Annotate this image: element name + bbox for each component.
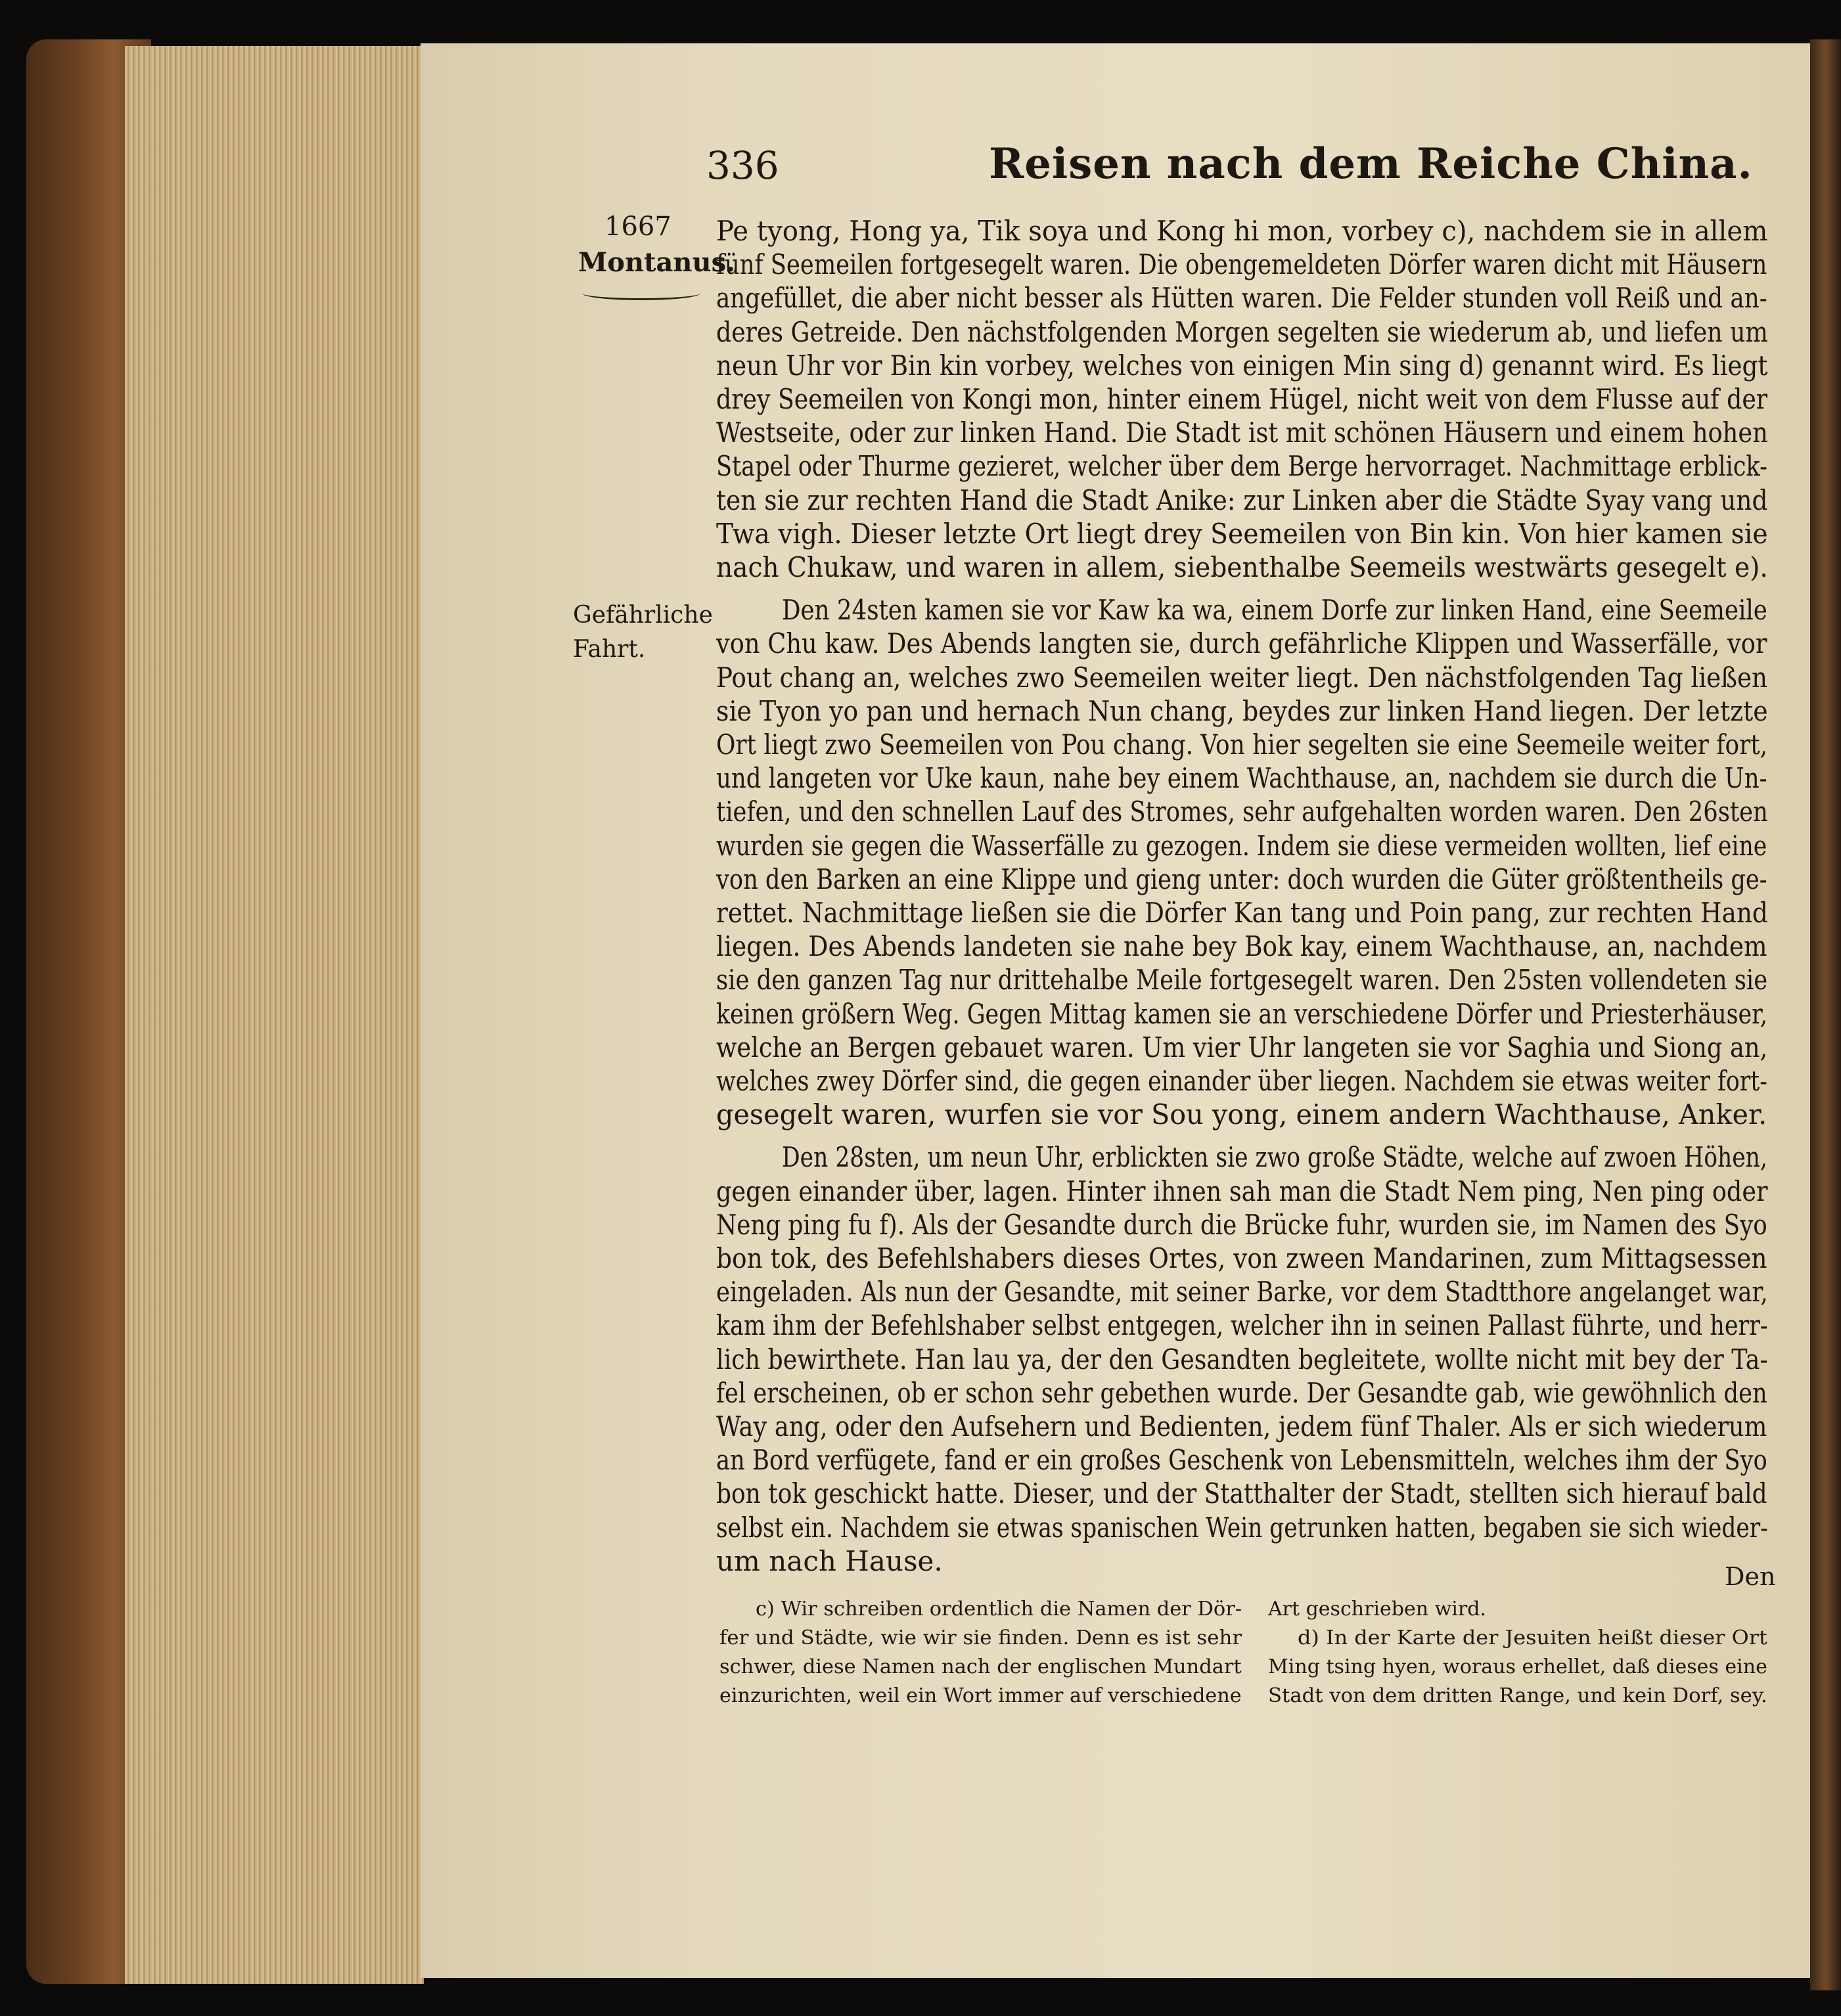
footnote-line: Ming tsing hyen, woraus erhellet, daß dieses eine — [1268, 1655, 1767, 1678]
body-line: welches zwey Dörfer sind, die gegen einander über liegen. Nachdem sie etwas weiter fort- — [716, 1065, 1767, 1097]
body-line: an Bord verfügete, fand er ein großes Geschenk von Lebensmitteln, welches ihm der Syo — [716, 1444, 1767, 1477]
body-line: eingeladen. Als nun der Gesandte, mit seiner Barke, vor dem Stadtthore angelanget war, — [716, 1276, 1768, 1309]
body-line: deres Getreide. Den nächstfolgenden Morgen segelten sie wiederum ab, und liefen um — [716, 315, 1768, 348]
body-line: liegen. Des Abends landeten sie nahe bey Bok kay, einem Wachthause, an, nachdem — [716, 930, 1767, 963]
body-line: wurden sie gegen die Wasserfälle zu gezogen. Indem sie diese vermeiden wollten, lief eine — [716, 829, 1767, 862]
running-head: Reisen nach dem Reiche China. — [989, 139, 1753, 189]
body-line: gegen einander über, lagen. Hinter ihnen sah man die Stadt Nem ping, Nen ping oder — [716, 1175, 1768, 1207]
footnote-line: fer und Städte, wie wir sie finden. Denn es ist sehr — [719, 1626, 1242, 1649]
footnote-line: schwer, diese Namen nach der englischen Mundart — [719, 1655, 1242, 1678]
page-edges — [125, 46, 424, 1984]
page-number: 336 — [706, 143, 779, 188]
body-line: Ort liegt zwo Seemeilen von Pou chang. Von hier segelten sie eine Seemeile weiter fort, — [716, 728, 1768, 761]
body-line: tiefen, und den schnellen Lauf des Stromes, sehr aufgehalten worden waren. Den 26sten — [716, 795, 1768, 828]
body-line: bon tok geschickt hatte. Dieser, und der Statthalter der Stadt, stellten sich hierauf bald — [716, 1477, 1767, 1510]
body-line: fünf Seemeilen fortgesegelt waren. Die obengemeldeten Dörfer waren dicht mit Häusern — [716, 248, 1767, 281]
footnote-line: d) In der Karte der Jesuiten heißt dieser Ort — [1298, 1626, 1767, 1649]
body-line: Pout chang an, welches zwo Seemeilen weiter liegt. Den nächstfolgenden Tag ließen — [716, 661, 1768, 694]
body-line: Way ang, oder den Aufsehern und Bedienten, jedem fünf Thaler. Als er sich wiederum — [716, 1410, 1767, 1443]
body-line: fel erscheinen, ob er schon sehr gebethen wurde. Der Gesandte gab, wie gewöhnlich den — [716, 1376, 1767, 1409]
body-line: Den 24sten kamen sie vor Kaw ka wa, einem Dorfe zur linken Hand, eine Seemeile — [782, 594, 1767, 627]
body-line: ten sie zur rechten Hand die Stadt Anike: zur Linken aber die Städte Syay vang und — [716, 483, 1768, 516]
facing-page-edge — [1810, 39, 1841, 1990]
body-line: rettet. Nachmittage ließen sie die Dörfer Kan tang und Poin pang, zur rechten Hand — [716, 897, 1768, 929]
body-line: Pe tyong, Hong ya, Tik soya und Kong hi mon, vorbey c), nachdem sie in allem — [716, 215, 1768, 247]
margin-note-line1: Gefährliche — [573, 602, 713, 629]
footnote-line: einzurichten, weil ein Wort immer auf verschiedene — [719, 1684, 1242, 1707]
body-line: Neng ping fu f). Als der Gesandte durch die Brücke fuhr, wurden sie, im Namen des Syo — [716, 1208, 1767, 1241]
body-line: kam ihm der Befehlshaber selbst entgegen, welcher ihn in seinen Pallast führte, und herr- — [716, 1309, 1768, 1342]
body-line: von Chu kaw. Des Abends langten sie, durch gefährliche Klippen und Wasserfälle, vor — [716, 627, 1767, 660]
body-line: lich bewirthete. Han lau ya, der den Gesandten begleitete, wollte nicht mit bey der Ta- — [716, 1343, 1768, 1376]
body-line: selbst ein. Nachdem sie etwas spanischen Wein getrunken hatten, begaben sie sich wieder- — [716, 1511, 1768, 1544]
footnote-line: Art geschrieben wird. — [1268, 1598, 1486, 1621]
body-line: angefüllet, die aber nicht besser als Hütten waren. Die Felder stunden voll Reiß und an- — [716, 282, 1767, 315]
body-line: keinen größern Weg. Gegen Mittag kamen sie an verschiedene Dörfer und Priesterhäuser, — [716, 997, 1768, 1030]
body-line: Stapel oder Thurme gezieret, welcher über dem Berge hervorraget. Nachmittage erblick- — [716, 450, 1767, 483]
body-line: um nach Hause. — [716, 1544, 943, 1577]
catchword: Den — [1725, 1562, 1776, 1591]
margin-note-line2: Fahrt. — [573, 636, 646, 663]
margin-brace — [582, 286, 700, 300]
footnote-line: Stadt von dem dritten Range, und kein Dorf, sey. — [1268, 1684, 1767, 1707]
body-line: Westseite, oder zur linken Hand. Die Stadt ist mit schönen Häusern und einem hohen — [716, 416, 1768, 449]
body-line: Den 28sten, um neun Uhr, erblickten sie zwo große Städte, welche auf zwoen Höhen, — [782, 1141, 1767, 1174]
body-line: bon tok, des Befehlshabers dieses Ortes, von zween Mandarinen, zum Mittagsessen — [716, 1242, 1767, 1274]
body-line: neun Uhr vor Bin kin vorbey, welches von einigen Min sing d) genannt wird. Es liegt — [716, 349, 1768, 382]
footnote-line: c) Wir schreiben ordentlich die Namen der Dör- — [756, 1598, 1242, 1621]
body-line: sie den ganzen Tag nur drittehalbe Meile fortgesegelt waren. Den 25sten vollendeten sie — [716, 964, 1768, 997]
body-line: sie Tyon yo pan und hernach Nun chang, beydes zur linken Hand liegen. Der letzte — [716, 694, 1768, 727]
margin-year: 1667 — [604, 212, 671, 242]
body-line: nach Chukaw, und waren in allem, siebenthalbe Seemeils westwärts gesegelt e). — [716, 551, 1768, 583]
margin-author: Montanus. — [578, 247, 736, 278]
body-line: welche an Bergen gebauet waren. Um vier Uhr langeten sie vor Saghia und Siong an, — [716, 1031, 1768, 1064]
body-line: Twa vigh. Dieser letzte Ort liegt drey Seemeilen von Bin kin. Von hier kamen sie — [716, 517, 1768, 550]
body-line: drey Seemeilen von Kongi mon, hinter einem Hügel, nicht weit von dem Flusse auf der — [716, 383, 1768, 415]
body-line: von den Barken an eine Klippe und gieng unter: doch wurden die Güter größtentheils ge- — [716, 862, 1767, 895]
body-line: und langeten vor Uke kaun, nahe bey einem Wachthause, an, nachdem sie durch die Un- — [716, 762, 1767, 795]
body-line: gesegelt waren, wurfen sie vor Sou yong, einem andern Wachthause, Anker. — [716, 1098, 1767, 1131]
